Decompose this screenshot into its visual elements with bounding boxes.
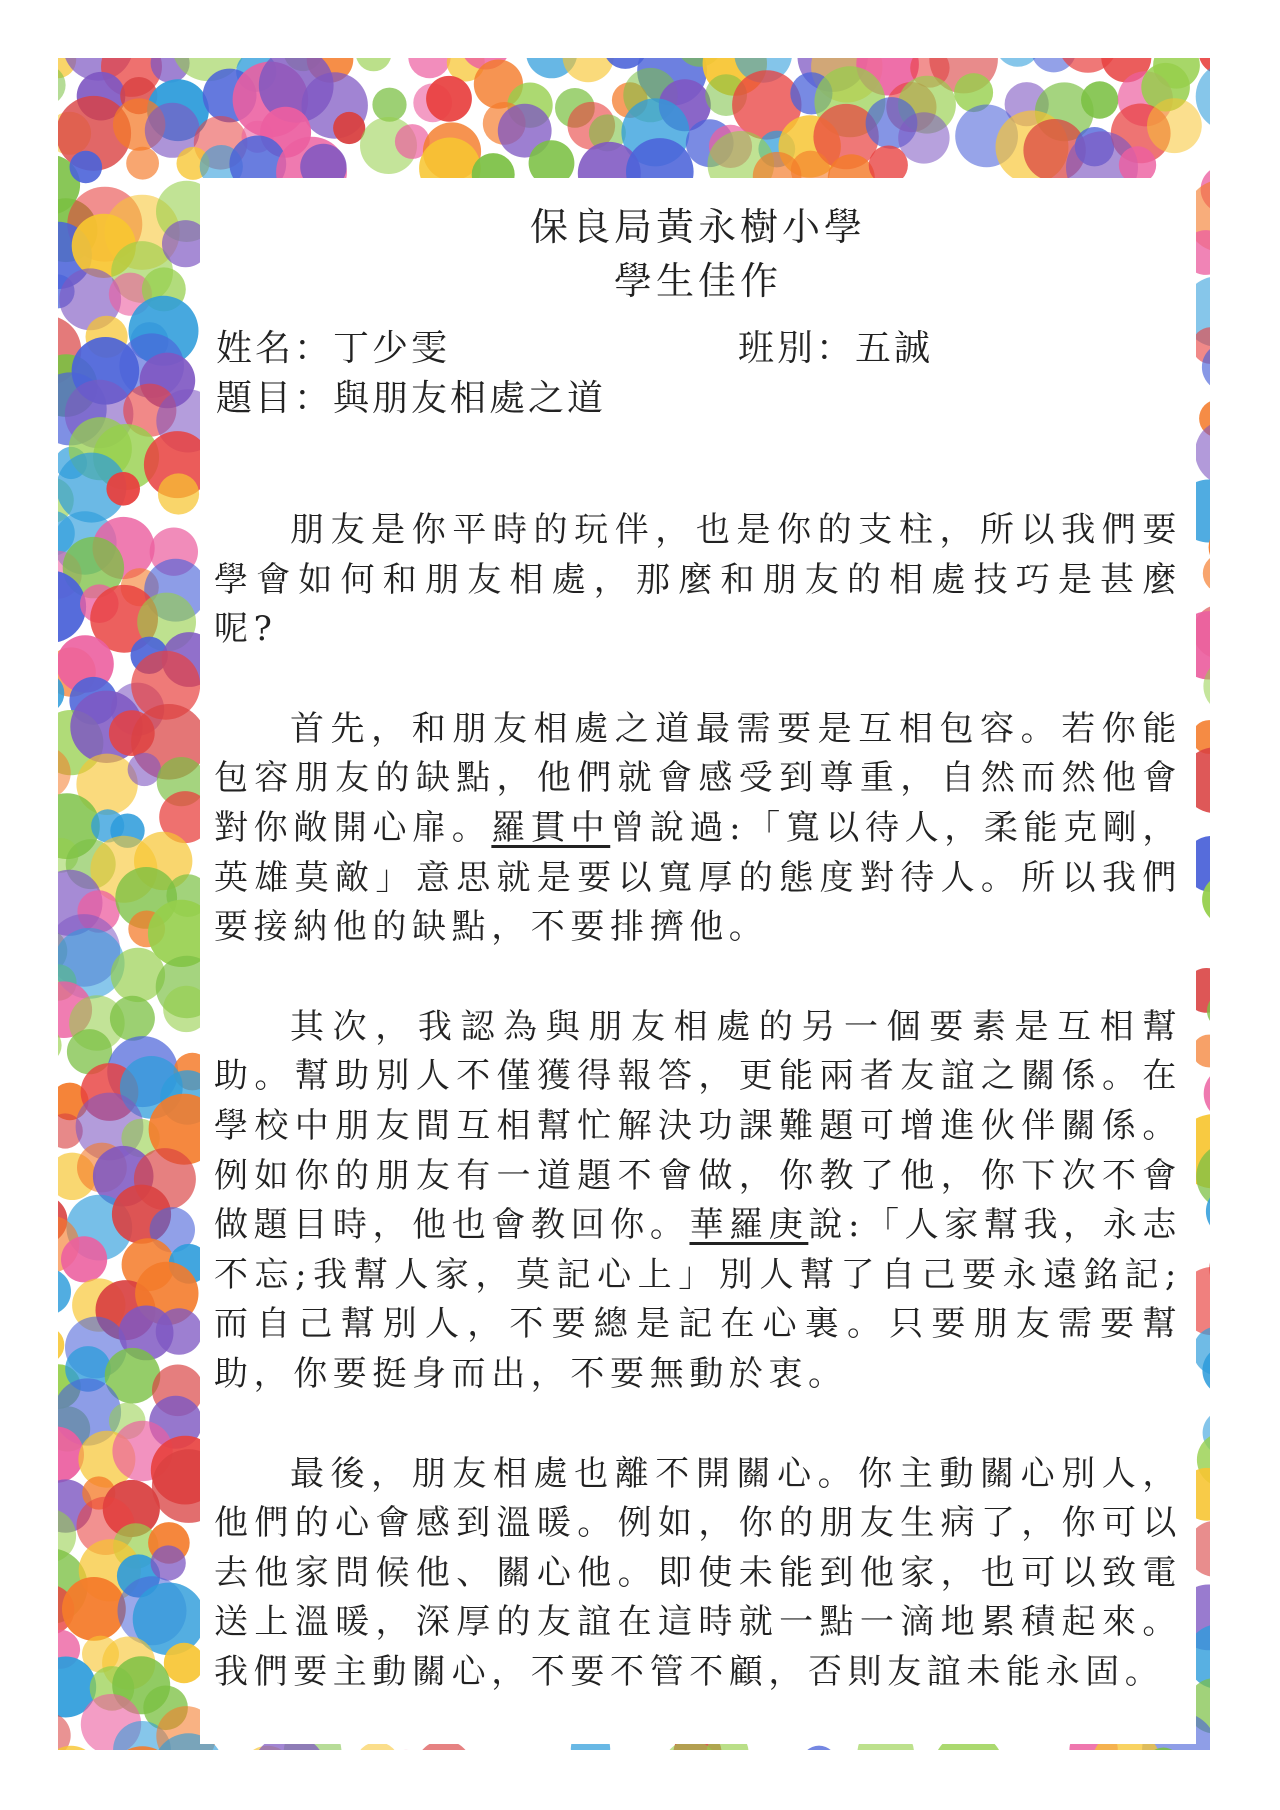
watercolor-dot (151, 1545, 186, 1580)
name-label: 姓名： (216, 328, 334, 369)
school-name: 保良局黃永樹小學 (529, 205, 866, 249)
watercolor-dot (898, 112, 949, 163)
paragraph-text: 說:「人家幫我，永志不忘;我幫人家，莫記心上」別人幫了自己要永遠銘記;而自己幫別人，不要總是記在心裏。只要朋友需要幫助，你要挺身而出，不要無動於衷。 (214, 1205, 1182, 1394)
watercolor-dot (61, 1236, 107, 1282)
essay-paper (200, 178, 1196, 1744)
watercolor-dot (356, 58, 392, 71)
paragraph-text: 其次，我認為與朋友相處的另一個要素是互相幫助。幫助別人不僅獲得報答，更能兩者友誼之關係。在學校中朋友間互相幫忙解決功課難題可增進伙伴關係。例如你的朋友有一道題不會做，你教了他，你下次不會做題目時，他也會教回你。 (214, 1006, 1182, 1246)
watercolor-dot (58, 1327, 64, 1363)
paragraph-intro: 朋友是你平時的玩伴，也是你的支柱，所以我們要學會如何和朋友相處，那麼和朋友的相處技巧是甚麼呢? (214, 510, 1182, 650)
name-row (216, 320, 450, 371)
class-label: 班別： (738, 328, 856, 369)
topic-label: 題目： (216, 378, 334, 419)
watercolor-dot (563, 58, 614, 82)
watercolor-dot (408, 58, 450, 78)
watercolor-dot (58, 1712, 71, 1750)
watercolor-dot (110, 996, 155, 1041)
watercolor-dot (1147, 98, 1202, 153)
student-name: 丁少雯 (333, 328, 451, 369)
paragraph-mutual-help (214, 1003, 1182, 1400)
watercolor-dot (426, 76, 472, 122)
watercolor-dot (156, 1308, 203, 1355)
paragraph-text: 曾說過:「寬以待人，柔能克剛，英雄莫敵」意思就是要以寬厚的態度對待人。所以我們要接納他的缺點，不要排擠他。 (214, 807, 1182, 948)
watercolor-dot (62, 1577, 126, 1641)
watercolor-dot (164, 1643, 204, 1683)
paragraph-care: 最後，朋友相處也離不開關心。你主動關心別人，他們的心會感到溫暖。例如，你的朋友生病了，你可以去他家問候他、關心他。即使未能到他家，也可以致電送上溫暖，深厚的友誼在這時就一點一滴地累積起來。我們要主動關心，不要不管不顧，否則友誼未能永固。 (214, 1453, 1182, 1692)
proper-name: 華羅庚 (689, 1205, 809, 1246)
watercolor-dot (106, 472, 140, 506)
watercolor-dot (1081, 81, 1118, 118)
watercolor-dot-border (58, 58, 1210, 1750)
essay-topic: 與朋友相處之道 (333, 378, 607, 419)
watercolor-dot (1204, 1067, 1210, 1121)
watercolor-dot (372, 88, 406, 122)
watercolor-dot (333, 112, 365, 144)
watercolor-dot (70, 151, 103, 184)
class-row (738, 320, 933, 371)
paragraph-tolerance (214, 705, 1182, 953)
watercolor-dot (128, 753, 161, 786)
page-subtitle: 學生佳作 (613, 259, 782, 303)
watercolor-dot (1203, 554, 1210, 593)
topic-row (216, 370, 606, 421)
essay-body (214, 506, 1182, 1747)
watercolor-dot (158, 473, 199, 514)
student-class: 五誠 (855, 328, 934, 369)
watercolor-dot (126, 147, 159, 180)
paragraph-text: 首先，和朋友相處之道最需要是互相包容。若你能包容朋友的缺點，他們就會感受到尊重，自然而然他會對你敞開心扉。 (214, 708, 1182, 848)
proper-name: 羅貫中 (491, 807, 611, 848)
